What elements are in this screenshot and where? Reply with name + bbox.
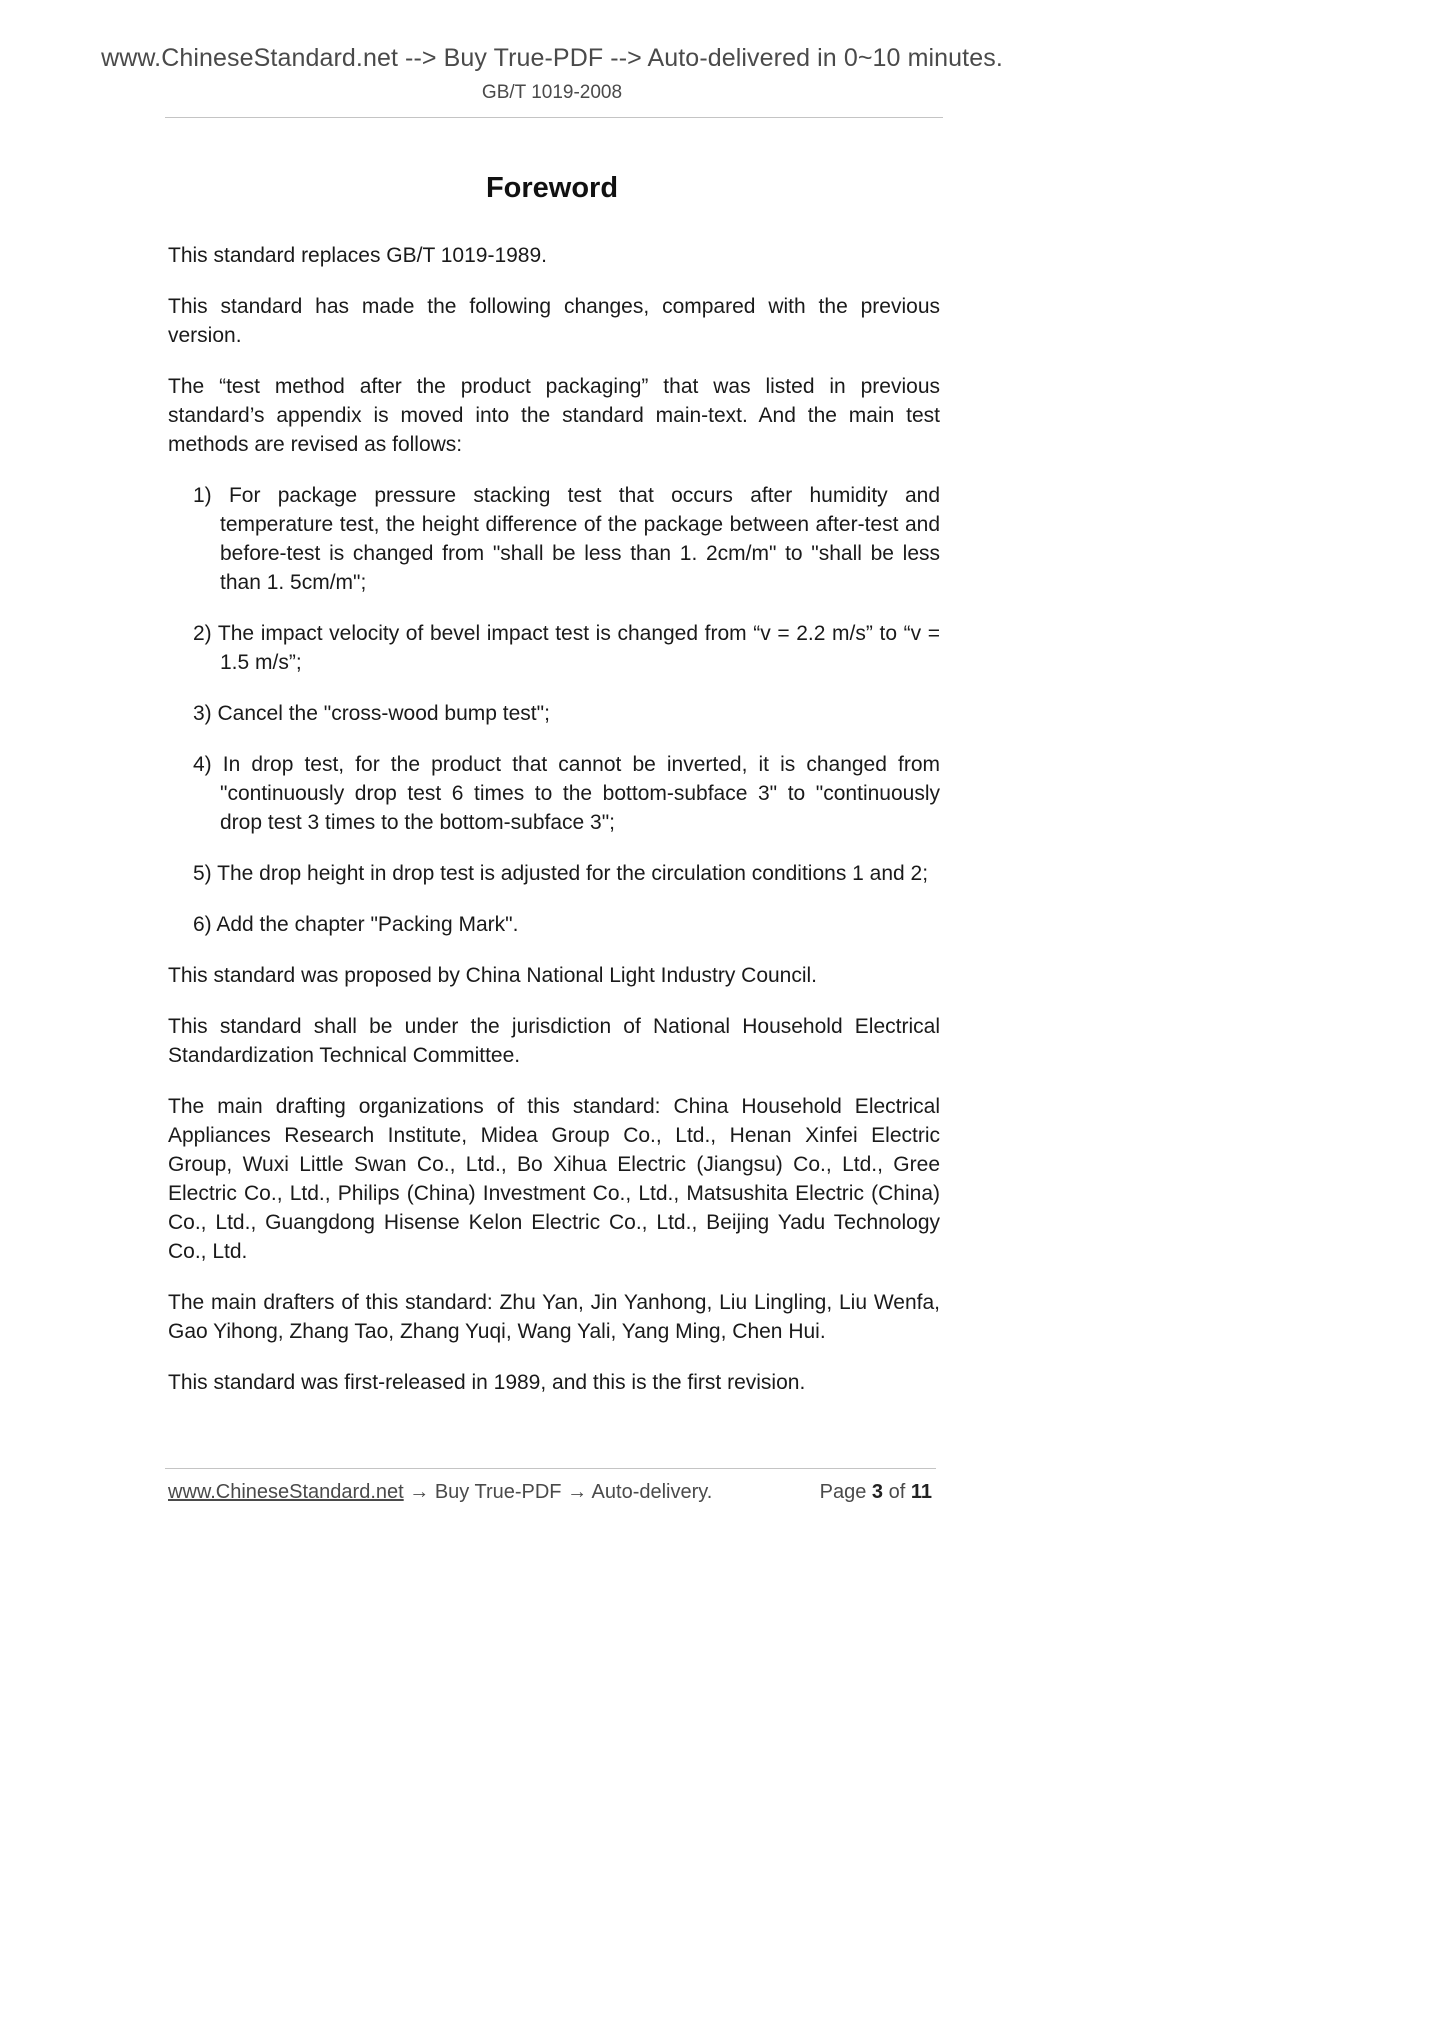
footer-delivery-text: Auto-delivery. <box>591 1481 713 1503</box>
page-footer <box>168 1481 932 1509</box>
page-number <box>820 1481 932 1504</box>
change-item-2: 2) The impact velocity of bevel impact test is changed from “v = 2.2 m/s” to “v = 1.5 m/s”; <box>193 622 940 674</box>
page-of: of <box>888 1481 906 1503</box>
page-total: 11 <box>910 1481 932 1503</box>
paragraph-first-release: This standard was first-released in 1989, and this is the first revision. <box>168 1371 806 1394</box>
paragraph-drafting-organizations: The main drafting organizations of this standard: China Household Electrical Appliances Research Institute, Midea Group Co., Ltd., Henan Xinfei Electric Group, Wuxi Little Swan Co., Ltd., Bo Xihua Electric (Jiangsu) Co., Ltd., Gree Electric Co., Ltd., Philips (China) Investment Co., Ltd., Matsushita Electric (China) Co., Ltd., Guangdong Hisense Kelon Electric Co., Ltd., Beijing Yadu Technology Co., Ltd. <box>168 1095 940 1263</box>
footer-site-link[interactable]: www.ChineseStandard.net <box>168 1481 404 1503</box>
page-label: Page <box>819 1481 867 1503</box>
document-code: GB/T 1019-2008 <box>481 82 623 103</box>
change-item-1: 1) For package pressure stacking test that occurs after humidity and temperature test, the height difference of the package between after-test and before-test is changed from "shall be less than 1. 2cm/m" to "shall be less than 1. 5cm/m"; <box>193 484 940 594</box>
header-divider <box>165 117 943 118</box>
change-item-3: 3) Cancel the "cross-wood bump test"; <box>193 702 550 725</box>
page-current: 3 <box>871 1481 884 1503</box>
page-title: Foreword <box>485 172 619 204</box>
arrow-right-icon: → <box>409 1481 430 1503</box>
paragraph-proposed-by: This standard was proposed by China National Light Industry Council. <box>168 964 818 987</box>
footer-buy-text: Buy True-PDF <box>434 1481 562 1503</box>
paragraph-drafters: The main drafters of this standard: Zhu Yan, Jin Yanhong, Liu Lingling, Liu Wenfa, Gao Yihong, Zhang Tao, Zhang Yuqi, Wang Yali, Yang Ming, Chen Hui. <box>168 1291 940 1343</box>
change-item-4: 4) In drop test, for the product that cannot be inverted, it is changed from "continuously drop test 6 times to the bottom-subface 3" to "continuously drop test 3 times to the bottom-subface 3"; <box>193 753 940 834</box>
paragraph-changes-intro: This standard has made the following changes, compared with the previous version. <box>168 295 940 347</box>
paragraph-test-method: The “test method after the product packaging” that was listed in previous standard’s appendix is moved into the standard main-text. And the main test methods are revised as follows: <box>168 375 940 456</box>
arrow-right-icon: → <box>567 1481 588 1503</box>
change-item-6: 6) Add the chapter "Packing Mark". <box>193 913 519 936</box>
foreword-body <box>168 241 940 1419</box>
paragraph-jurisdiction: This standard shall be under the jurisdiction of National Household Electrical Standardization Technical Committee. <box>168 1015 940 1067</box>
header-banner: www.ChineseStandard.net --> Buy True-PDF --> Auto-delivered in 0~10 minutes. <box>101 44 1003 72</box>
change-item-5: 5) The drop height in drop test is adjusted for the circulation conditions 1 and 2; <box>193 862 929 885</box>
footer-promo <box>168 1481 712 1504</box>
paragraph-replaces: This standard replaces GB/T 1019-1989. <box>168 244 547 267</box>
footer-divider <box>165 1468 936 1469</box>
